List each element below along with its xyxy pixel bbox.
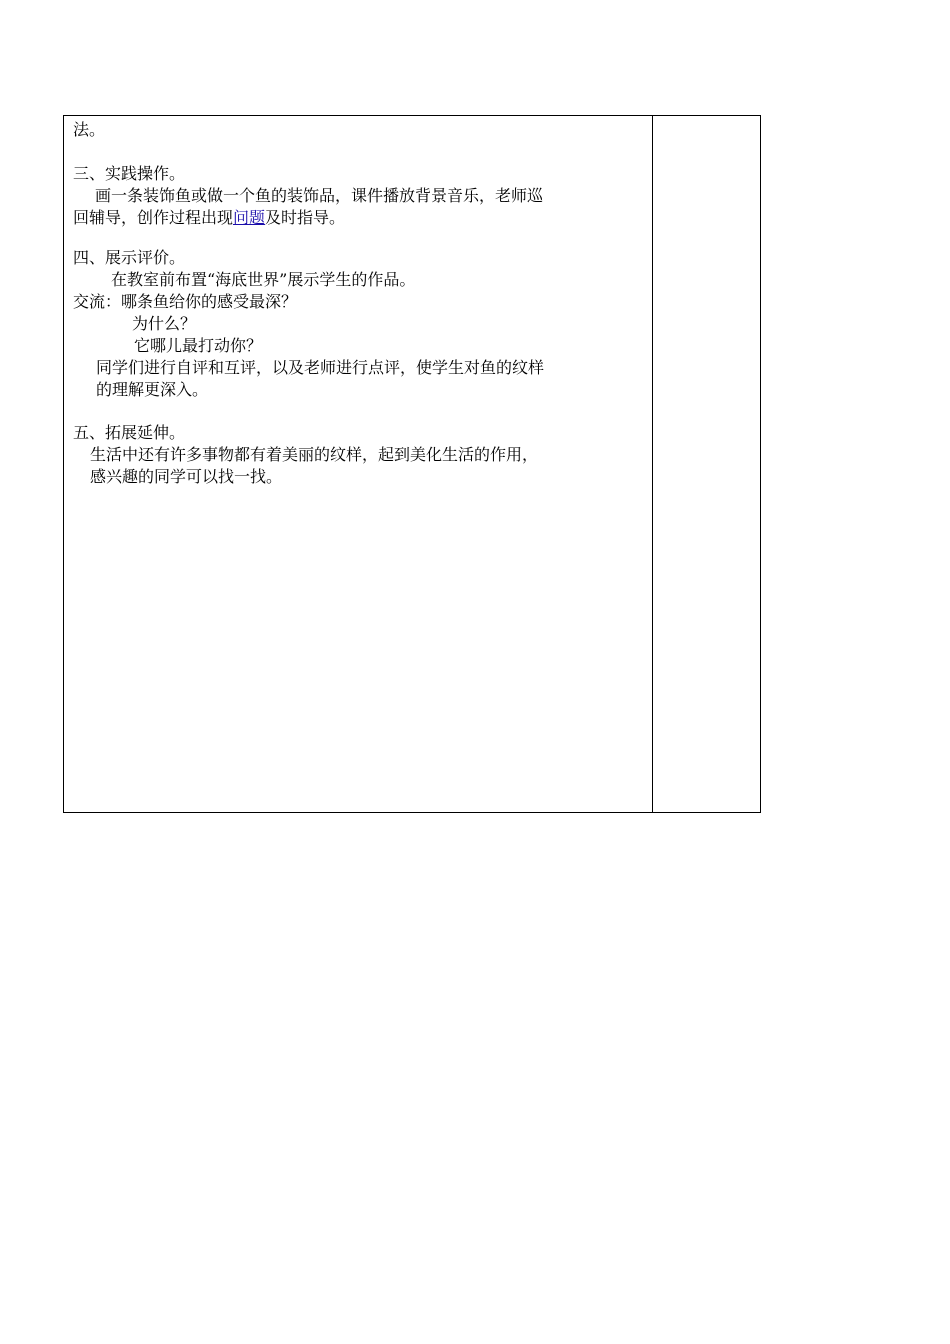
text-line: 画一条装饰鱼或做一个鱼的装饰品，课件播放背景音乐，老师巡 xyxy=(95,186,544,205)
text-line: 生活中还有许多事物都有着美丽的纹样，起到美化生活的作用， xyxy=(90,445,539,464)
lesson-content-cell xyxy=(64,116,652,812)
text-line: 感兴趣的同学可以找一找。 xyxy=(90,467,283,486)
text-line: 交流：哪条鱼给你的感受最深？ xyxy=(73,292,298,311)
text-line: 为什么？ xyxy=(132,314,197,333)
text-span: 回辅导，创作过程出现 xyxy=(73,208,234,227)
section-heading-evaluation: 四、展示评价。 xyxy=(73,248,186,267)
section-heading-practice: 三、实践操作。 xyxy=(73,164,186,183)
text-line: 的理解更深入。 xyxy=(96,380,209,399)
text-span: 及时指导。 xyxy=(265,208,346,227)
text-line: 法。 xyxy=(73,120,106,139)
text-line: 同学们进行自评和互评，以及老师进行点评，使学生对鱼的纹样 xyxy=(96,358,545,377)
text-line: 在教室前布置“海底世界”展示学生的作品。 xyxy=(111,270,416,289)
section-heading-extension: 五、拓展延伸。 xyxy=(73,423,186,442)
lesson-table xyxy=(63,115,761,813)
text-line xyxy=(73,208,345,228)
column-divider xyxy=(652,116,653,812)
text-line: 它哪儿最打动你？ xyxy=(134,336,263,355)
problem-link[interactable]: 问题 xyxy=(233,208,266,227)
